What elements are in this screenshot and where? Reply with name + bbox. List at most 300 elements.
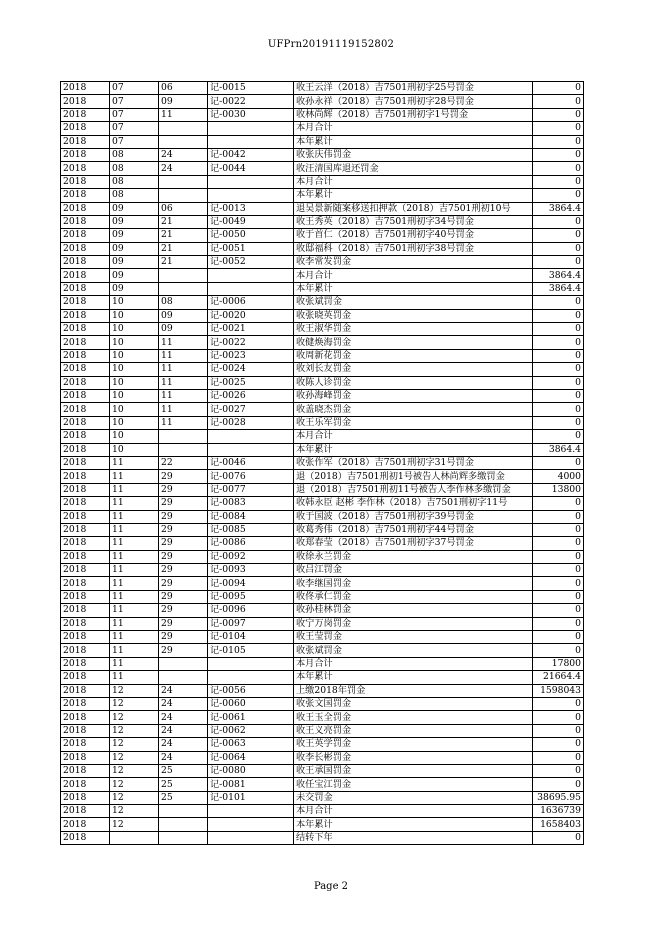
month-cell: 07 xyxy=(110,122,159,135)
year-cell: 2018 xyxy=(61,349,110,362)
year-cell: 2018 xyxy=(61,162,110,175)
amount-cell: 0 xyxy=(533,550,584,563)
table-row xyxy=(61,162,584,175)
amount-cell: 0 xyxy=(533,416,584,429)
month-cell: 10 xyxy=(110,416,159,429)
voucher-cell: 记-0081 xyxy=(208,778,294,791)
voucher-cell xyxy=(208,135,294,148)
amount-cell: 0 xyxy=(533,631,584,644)
amount-cell: 0 xyxy=(533,523,584,536)
table-row xyxy=(61,296,584,309)
day-cell: 25 xyxy=(159,778,208,791)
day-cell xyxy=(159,831,208,844)
month-cell: 12 xyxy=(110,738,159,751)
voucher-cell xyxy=(208,671,294,684)
day-cell xyxy=(159,818,208,831)
amount-cell: 0 xyxy=(533,175,584,188)
voucher-cell xyxy=(208,443,294,456)
table-row xyxy=(61,510,584,523)
voucher-cell: 记-0025 xyxy=(208,376,294,389)
year-cell: 2018 xyxy=(61,510,110,523)
table-row xyxy=(61,483,584,496)
day-cell: 29 xyxy=(159,631,208,644)
table-row xyxy=(61,577,584,590)
voucher-cell: 记-0092 xyxy=(208,550,294,563)
month-cell: 07 xyxy=(110,95,159,108)
year-cell: 2018 xyxy=(61,791,110,804)
table-row xyxy=(61,697,584,710)
year-cell: 2018 xyxy=(61,363,110,376)
table-row xyxy=(61,590,584,603)
summary-cell: 收任宝江罚金 xyxy=(294,778,533,791)
table-row xyxy=(61,416,584,429)
month-cell: 08 xyxy=(110,148,159,161)
month-cell: 07 xyxy=(110,135,159,148)
day-cell: 06 xyxy=(159,82,208,95)
voucher-cell: 记-0042 xyxy=(208,148,294,161)
voucher-cell xyxy=(208,269,294,282)
voucher-cell: 记-0030 xyxy=(208,108,294,121)
month-cell: 11 xyxy=(110,497,159,510)
day-cell: 29 xyxy=(159,523,208,536)
amount-cell: 4000 xyxy=(533,470,584,483)
summary-cell: 收邸福科（2018）吉7501刑初字38号罚金 xyxy=(294,242,533,255)
summary-cell: 收周新花罚金 xyxy=(294,349,533,362)
day-cell: 24 xyxy=(159,724,208,737)
amount-cell: 0 xyxy=(533,256,584,269)
month-cell: 10 xyxy=(110,309,159,322)
table-row xyxy=(61,523,584,536)
voucher-cell xyxy=(208,831,294,844)
amount-cell: 17800 xyxy=(533,657,584,670)
month-cell: 09 xyxy=(110,215,159,228)
day-cell: 11 xyxy=(159,389,208,402)
year-cell: 2018 xyxy=(61,657,110,670)
day-cell: 11 xyxy=(159,336,208,349)
day-cell: 24 xyxy=(159,697,208,710)
month-cell: 08 xyxy=(110,162,159,175)
month-cell: 12 xyxy=(110,697,159,710)
month-cell: 12 xyxy=(110,791,159,804)
voucher-cell: 记-0028 xyxy=(208,416,294,429)
summary-cell: 本年累计 xyxy=(294,671,533,684)
year-cell: 2018 xyxy=(61,376,110,389)
month-cell: 10 xyxy=(110,430,159,443)
amount-cell: 0 xyxy=(533,831,584,844)
voucher-cell: 记-0020 xyxy=(208,309,294,322)
day-cell: 09 xyxy=(159,323,208,336)
year-cell: 2018 xyxy=(61,497,110,510)
summary-cell: 收王秀英（2018）吉7501刑初字34号罚金 xyxy=(294,215,533,228)
summary-cell: 本月合计 xyxy=(294,122,533,135)
year-cell: 2018 xyxy=(61,778,110,791)
summary-cell: 收郑春莹（2018）吉7501刑初字37号罚金 xyxy=(294,537,533,550)
summary-cell: 收李常发罚金 xyxy=(294,256,533,269)
amount-cell: 1636739 xyxy=(533,805,584,818)
day-cell xyxy=(159,443,208,456)
month-cell: 11 xyxy=(110,617,159,630)
summary-cell: 收张文国罚金 xyxy=(294,697,533,710)
year-cell: 2018 xyxy=(61,764,110,777)
day-cell: 29 xyxy=(159,510,208,523)
amount-cell: 0 xyxy=(533,135,584,148)
summary-cell: 收于首仁（2018）吉7501刑初字40号罚金 xyxy=(294,229,533,242)
day-cell: 24 xyxy=(159,148,208,161)
year-cell: 2018 xyxy=(61,403,110,416)
year-cell: 2018 xyxy=(61,751,110,764)
summary-cell: 本月合计 xyxy=(294,805,533,818)
voucher-cell: 记-0086 xyxy=(208,537,294,550)
day-cell: 29 xyxy=(159,564,208,577)
table-row xyxy=(61,336,584,349)
year-cell: 2018 xyxy=(61,604,110,617)
year-cell: 2018 xyxy=(61,296,110,309)
day-cell xyxy=(159,430,208,443)
month-cell: 09 xyxy=(110,229,159,242)
summary-cell: 收刘长友罚金 xyxy=(294,363,533,376)
month-cell: 11 xyxy=(110,510,159,523)
amount-cell: 1658403 xyxy=(533,818,584,831)
day-cell: 24 xyxy=(159,684,208,697)
day-cell: 25 xyxy=(159,764,208,777)
month-cell: 10 xyxy=(110,376,159,389)
voucher-cell: 记-0021 xyxy=(208,323,294,336)
year-cell: 2018 xyxy=(61,697,110,710)
table-row xyxy=(61,323,584,336)
day-cell: 24 xyxy=(159,751,208,764)
month-cell: 07 xyxy=(110,108,159,121)
day-cell: 21 xyxy=(159,215,208,228)
month-cell xyxy=(110,831,159,844)
table-row xyxy=(61,202,584,215)
day-cell: 29 xyxy=(159,644,208,657)
table-row xyxy=(61,671,584,684)
summary-cell: 本年累计 xyxy=(294,135,533,148)
day-cell: 11 xyxy=(159,108,208,121)
table-row xyxy=(61,805,584,818)
year-cell: 2018 xyxy=(61,282,110,295)
table-row xyxy=(61,604,584,617)
month-cell: 11 xyxy=(110,644,159,657)
day-cell: 11 xyxy=(159,363,208,376)
month-cell: 12 xyxy=(110,724,159,737)
voucher-cell: 记-0022 xyxy=(208,336,294,349)
voucher-cell: 记-0080 xyxy=(208,764,294,777)
amount-cell: 3864.4 xyxy=(533,202,584,215)
year-cell: 2018 xyxy=(61,617,110,630)
month-cell: 12 xyxy=(110,818,159,831)
day-cell: 09 xyxy=(159,95,208,108)
voucher-cell: 记-0077 xyxy=(208,483,294,496)
year-cell: 2018 xyxy=(61,671,110,684)
table-row xyxy=(61,363,584,376)
year-cell: 2018 xyxy=(61,631,110,644)
day-cell xyxy=(159,175,208,188)
month-cell: 10 xyxy=(110,363,159,376)
day-cell: 11 xyxy=(159,416,208,429)
amount-cell: 0 xyxy=(533,376,584,389)
table-row xyxy=(61,657,584,670)
year-cell: 2018 xyxy=(61,564,110,577)
amount-cell: 0 xyxy=(533,95,584,108)
month-cell: 10 xyxy=(110,403,159,416)
table-row xyxy=(61,631,584,644)
month-cell: 10 xyxy=(110,296,159,309)
day-cell: 29 xyxy=(159,483,208,496)
day-cell: 24 xyxy=(159,162,208,175)
month-cell: 11 xyxy=(110,456,159,469)
voucher-cell: 记-0076 xyxy=(208,470,294,483)
day-cell xyxy=(159,189,208,202)
month-cell: 11 xyxy=(110,604,159,617)
month-cell: 11 xyxy=(110,590,159,603)
day-cell xyxy=(159,282,208,295)
voucher-cell: 记-0052 xyxy=(208,256,294,269)
amount-cell: 0 xyxy=(533,403,584,416)
year-cell: 2018 xyxy=(61,590,110,603)
table-row xyxy=(61,242,584,255)
summary-cell: 收孙海峰罚金 xyxy=(294,389,533,402)
day-cell: 08 xyxy=(159,296,208,309)
amount-cell: 0 xyxy=(533,537,584,550)
voucher-cell: 记-0049 xyxy=(208,215,294,228)
amount-cell: 3864.4 xyxy=(533,269,584,282)
month-cell: 12 xyxy=(110,764,159,777)
amount-cell: 0 xyxy=(533,724,584,737)
table-row xyxy=(61,403,584,416)
voucher-cell: 记-0093 xyxy=(208,564,294,577)
summary-cell: 收陈人诊罚金 xyxy=(294,376,533,389)
amount-cell: 0 xyxy=(533,82,584,95)
summary-cell: 收韩永臣 赵彬 李作林（2018）吉7501刑初字11号 xyxy=(294,497,533,510)
year-cell: 2018 xyxy=(61,202,110,215)
table-row xyxy=(61,564,584,577)
voucher-cell: 记-0022 xyxy=(208,95,294,108)
month-cell: 10 xyxy=(110,323,159,336)
amount-cell: 21664.4 xyxy=(533,671,584,684)
summary-cell: 收王义亮罚金 xyxy=(294,724,533,737)
table-row xyxy=(61,95,584,108)
amount-cell: 0 xyxy=(533,604,584,617)
voucher-cell: 记-0094 xyxy=(208,577,294,590)
voucher-cell: 记-0024 xyxy=(208,363,294,376)
year-cell: 2018 xyxy=(61,323,110,336)
amount-cell: 0 xyxy=(533,497,584,510)
voucher-cell: 记-0063 xyxy=(208,738,294,751)
month-cell: 12 xyxy=(110,711,159,724)
ledger-table xyxy=(60,81,584,845)
amount-cell: 0 xyxy=(533,148,584,161)
table-row xyxy=(61,644,584,657)
amount-cell: 0 xyxy=(533,430,584,443)
summary-cell: 收汪清国库退还罚金 xyxy=(294,162,533,175)
voucher-cell xyxy=(208,122,294,135)
day-cell: 29 xyxy=(159,470,208,483)
voucher-cell xyxy=(208,189,294,202)
summary-cell: 收徐永兰罚金 xyxy=(294,550,533,563)
summary-cell: 收张庆伟罚金 xyxy=(294,148,533,161)
year-cell: 2018 xyxy=(61,189,110,202)
month-cell: 10 xyxy=(110,336,159,349)
table-row xyxy=(61,269,584,282)
amount-cell: 0 xyxy=(533,122,584,135)
table-row xyxy=(61,309,584,322)
voucher-cell: 记-0060 xyxy=(208,697,294,710)
amount-cell: 38695.95 xyxy=(533,791,584,804)
day-cell: 11 xyxy=(159,349,208,362)
amount-cell: 0 xyxy=(533,309,584,322)
amount-cell: 0 xyxy=(533,296,584,309)
day-cell xyxy=(159,671,208,684)
month-cell: 11 xyxy=(110,657,159,670)
table-row xyxy=(61,108,584,121)
amount-cell: 0 xyxy=(533,644,584,657)
report-header-title: UFPrn20191119152802 xyxy=(267,39,395,50)
year-cell: 2018 xyxy=(61,483,110,496)
year-cell: 2018 xyxy=(61,523,110,536)
day-cell xyxy=(159,657,208,670)
day-cell: 22 xyxy=(159,456,208,469)
table-row xyxy=(61,215,584,228)
summary-cell: 收林尚辉（2018）吉7501刑初字1号罚金 xyxy=(294,108,533,121)
month-cell: 08 xyxy=(110,189,159,202)
summary-cell: 收于国波（2018）吉7501刑初字39号罚金 xyxy=(294,510,533,523)
day-cell: 09 xyxy=(159,309,208,322)
amount-cell: 0 xyxy=(533,189,584,202)
month-cell: 09 xyxy=(110,202,159,215)
month-cell: 11 xyxy=(110,631,159,644)
summary-cell: 收王莹罚金 xyxy=(294,631,533,644)
month-cell: 12 xyxy=(110,778,159,791)
year-cell: 2018 xyxy=(61,456,110,469)
year-cell: 2018 xyxy=(61,389,110,402)
table-row xyxy=(61,256,584,269)
day-cell: 24 xyxy=(159,738,208,751)
table-row xyxy=(61,764,584,777)
voucher-cell: 记-0056 xyxy=(208,684,294,697)
summary-cell: 退（2018）吉7501刑初1号被告人林尚辉多缴罚金 xyxy=(294,470,533,483)
month-cell: 12 xyxy=(110,684,159,697)
day-cell: 21 xyxy=(159,242,208,255)
summary-cell: 退（2018）吉7501刑初11号被告人李作林多缴罚金 xyxy=(294,483,533,496)
month-cell: 11 xyxy=(110,671,159,684)
amount-cell: 0 xyxy=(533,751,584,764)
summary-cell: 本月合计 xyxy=(294,430,533,443)
day-cell: 06 xyxy=(159,202,208,215)
amount-cell: 0 xyxy=(533,764,584,777)
summary-cell: 收王乐军罚金 xyxy=(294,416,533,429)
voucher-cell: 记-0105 xyxy=(208,644,294,657)
table-row xyxy=(61,711,584,724)
day-cell: 11 xyxy=(159,376,208,389)
day-cell: 29 xyxy=(159,590,208,603)
month-cell: 10 xyxy=(110,443,159,456)
amount-cell: 0 xyxy=(533,349,584,362)
page-number: Page 2 xyxy=(313,881,349,892)
year-cell: 2018 xyxy=(61,269,110,282)
summary-cell: 收李继国罚金 xyxy=(294,577,533,590)
year-cell: 2018 xyxy=(61,443,110,456)
year-cell: 2018 xyxy=(61,818,110,831)
table-row xyxy=(61,724,584,737)
day-cell: 29 xyxy=(159,577,208,590)
voucher-cell xyxy=(208,805,294,818)
table-row xyxy=(61,791,584,804)
voucher-cell: 记-0006 xyxy=(208,296,294,309)
amount-cell: 0 xyxy=(533,697,584,710)
table-row xyxy=(61,443,584,456)
month-cell: 09 xyxy=(110,269,159,282)
amount-cell: 0 xyxy=(533,162,584,175)
voucher-cell xyxy=(208,282,294,295)
summary-cell: 结转下年 xyxy=(294,831,533,844)
summary-cell: 收王云洋（2018）吉7501刑初字25号罚金 xyxy=(294,82,533,95)
summary-cell: 本年累计 xyxy=(294,189,533,202)
table-row xyxy=(61,189,584,202)
amount-cell: 3864.4 xyxy=(533,282,584,295)
voucher-cell: 记-0084 xyxy=(208,510,294,523)
summary-cell: 收王淑华罚金 xyxy=(294,323,533,336)
month-cell: 09 xyxy=(110,242,159,255)
summary-cell: 收张作军（2018）吉7501刑初字31号罚金 xyxy=(294,456,533,469)
amount-cell: 13800 xyxy=(533,483,584,496)
year-cell: 2018 xyxy=(61,108,110,121)
table-row xyxy=(61,456,584,469)
table-row xyxy=(61,497,584,510)
month-cell: 10 xyxy=(110,389,159,402)
year-cell: 2018 xyxy=(61,309,110,322)
year-cell: 2018 xyxy=(61,550,110,563)
voucher-cell xyxy=(208,175,294,188)
table-row xyxy=(61,122,584,135)
amount-cell: 0 xyxy=(533,778,584,791)
summary-cell: 收张斌罚金 xyxy=(294,296,533,309)
month-cell: 11 xyxy=(110,483,159,496)
amount-cell: 0 xyxy=(533,242,584,255)
summary-cell: 收李长彬罚金 xyxy=(294,751,533,764)
table-row xyxy=(61,470,584,483)
month-cell: 09 xyxy=(110,282,159,295)
day-cell: 29 xyxy=(159,604,208,617)
amount-cell: 0 xyxy=(533,456,584,469)
voucher-cell xyxy=(208,657,294,670)
year-cell: 2018 xyxy=(61,470,110,483)
table-row xyxy=(61,282,584,295)
year-cell: 2018 xyxy=(61,148,110,161)
summary-cell: 未交罚金 xyxy=(294,791,533,804)
year-cell: 2018 xyxy=(61,135,110,148)
summary-cell: 收孙桂林罚金 xyxy=(294,604,533,617)
summary-cell: 上缴2018年罚金 xyxy=(294,684,533,697)
year-cell: 2018 xyxy=(61,122,110,135)
table-row xyxy=(61,818,584,831)
table-row xyxy=(61,738,584,751)
amount-cell: 0 xyxy=(533,108,584,121)
summary-cell: 收王承国罚金 xyxy=(294,764,533,777)
amount-cell: 0 xyxy=(533,738,584,751)
month-cell: 07 xyxy=(110,82,159,95)
amount-cell: 0 xyxy=(533,590,584,603)
voucher-cell: 记-0101 xyxy=(208,791,294,804)
voucher-cell: 记-0097 xyxy=(208,617,294,630)
summary-cell: 收佟承仁罚金 xyxy=(294,590,533,603)
year-cell: 2018 xyxy=(61,256,110,269)
amount-cell: 3864.4 xyxy=(533,443,584,456)
table-row xyxy=(61,684,584,697)
table-row xyxy=(61,751,584,764)
year-cell: 2018 xyxy=(61,831,110,844)
ledger-body xyxy=(61,82,584,845)
